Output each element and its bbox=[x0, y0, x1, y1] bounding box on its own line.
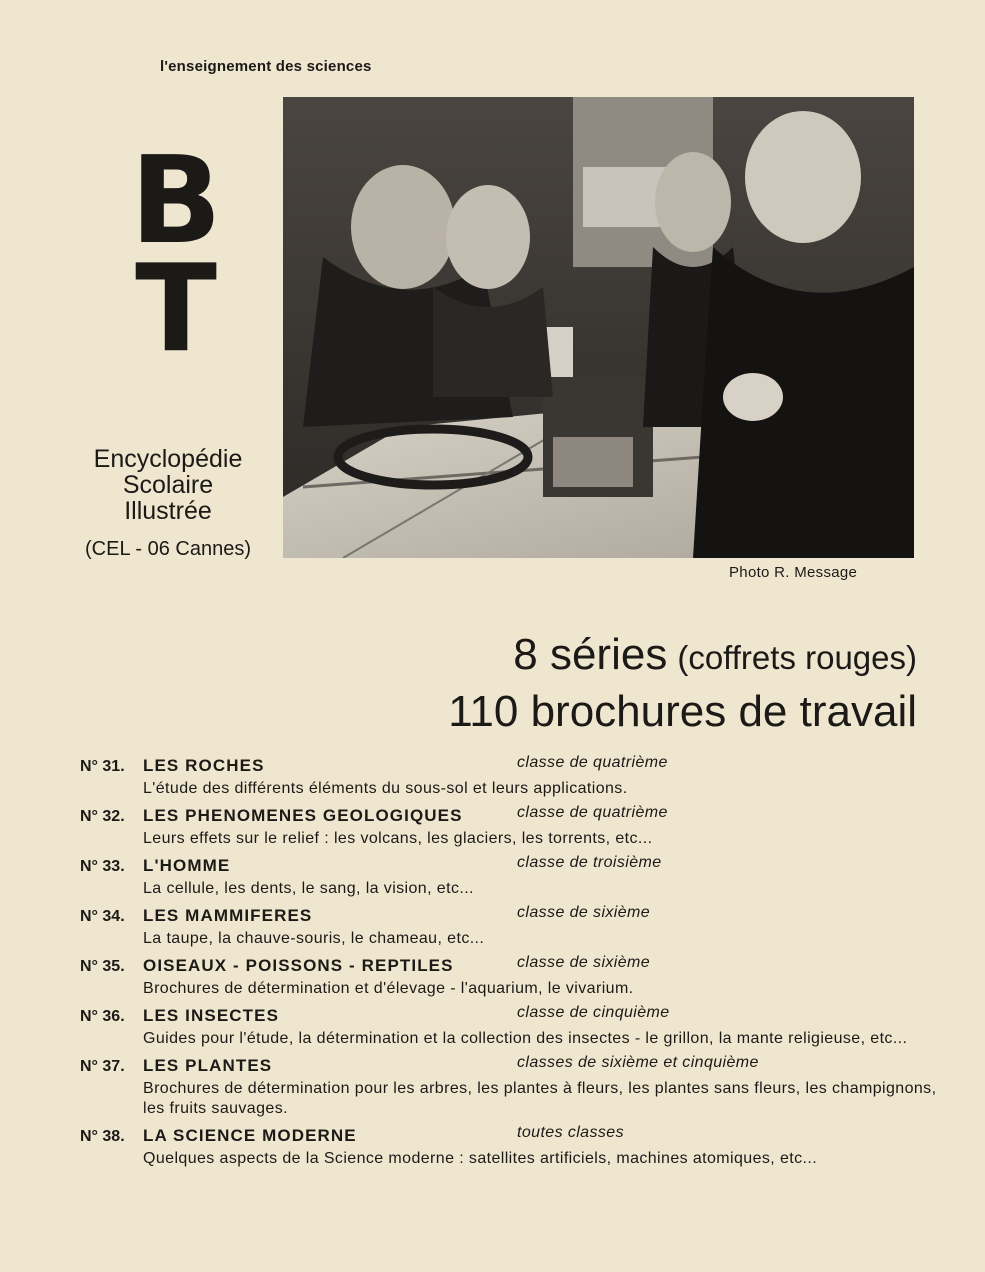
series-item-head bbox=[80, 906, 960, 929]
series-title: L'HOMME bbox=[143, 856, 231, 875]
series-description: L'étude des différents éléments du sous-sol et leurs applications. bbox=[143, 780, 628, 797]
series-title: LA SCIENCE MODERNE bbox=[143, 1126, 357, 1145]
series-number: N° 32. bbox=[80, 808, 125, 825]
series-item bbox=[80, 956, 960, 999]
series-list bbox=[80, 756, 960, 1176]
series-item bbox=[80, 756, 960, 799]
encyclopedia-line-1: Encyclopédie bbox=[93, 445, 243, 473]
series-title: LES INSECTES bbox=[143, 1006, 280, 1025]
series-item bbox=[80, 906, 960, 949]
logo-letter-b: B bbox=[130, 132, 218, 271]
series-item bbox=[80, 1126, 960, 1169]
series-title: LES MAMMIFERES bbox=[143, 906, 313, 925]
series-number: N° 31. bbox=[80, 758, 125, 775]
series-level: classe de troisième bbox=[517, 854, 662, 871]
section-kicker: l'enseignement des sciences bbox=[160, 58, 372, 75]
series-description: Quelques aspects de la Science moderne : satellites artificiels, machines atomiques, etc... bbox=[143, 1150, 818, 1167]
headline bbox=[448, 628, 917, 739]
series-item bbox=[80, 1006, 960, 1049]
series-description: La cellule, les dents, le sang, la vision, etc... bbox=[143, 880, 474, 897]
headline-boxes: (coffrets rouges) bbox=[677, 639, 917, 676]
encyclopedia-line-3: Illustrée bbox=[124, 497, 212, 525]
series-number: N° 33. bbox=[80, 858, 125, 875]
classroom-photo bbox=[283, 97, 914, 558]
photo-credit: Photo R. Message bbox=[729, 564, 858, 581]
series-number: N° 37. bbox=[80, 1058, 125, 1075]
headline-line-1 bbox=[448, 628, 917, 685]
series-level: classe de cinquième bbox=[517, 1004, 670, 1021]
series-number: N° 36. bbox=[80, 1008, 125, 1025]
series-item-head bbox=[80, 856, 960, 879]
headline-line-2: 110 brochures de travail bbox=[448, 687, 917, 736]
series-description: Leurs effets sur le relief : les volcans, les glaciers, les torrents, etc... bbox=[143, 830, 653, 847]
series-item-head bbox=[80, 806, 960, 829]
series-level: classe de quatrième bbox=[517, 804, 668, 821]
series-description: Brochures de détermination pour les arbres, les plantes à fleurs, les plantes sans fleurs, les champignons, les fruits sauvages. bbox=[143, 1080, 937, 1117]
encyclopedia-block bbox=[58, 446, 278, 562]
series-item-head bbox=[80, 1056, 960, 1079]
series-number: N° 34. bbox=[80, 908, 125, 925]
series-item-head bbox=[80, 756, 960, 779]
series-item bbox=[80, 806, 960, 849]
series-title: LES PLANTES bbox=[143, 1056, 273, 1075]
series-title: LES PHENOMENES GEOLOGIQUES bbox=[143, 806, 463, 825]
logo-letter-t: T bbox=[135, 240, 213, 379]
series-description: Guides pour l'étude, la détermination et la collection des insectes - le grillon, la mante religieuse, etc... bbox=[143, 1030, 908, 1047]
series-title: OISEAUX - POISSONS - REPTILES bbox=[143, 956, 454, 975]
classroom-photo-illustration bbox=[283, 97, 914, 558]
series-title: LES ROCHES bbox=[143, 756, 265, 775]
series-item-head bbox=[80, 956, 960, 979]
series-item-head bbox=[80, 1006, 960, 1029]
series-level: classe de sixième bbox=[517, 954, 651, 971]
bt-logo bbox=[124, 132, 224, 379]
series-level: classe de quatrième bbox=[517, 754, 668, 771]
series-number: N° 35. bbox=[80, 958, 125, 975]
series-level: classe de sixième bbox=[517, 904, 651, 921]
series-level: classes de sixième et cinquième bbox=[517, 1054, 759, 1071]
encyclopedia-line-2: Scolaire bbox=[122, 471, 214, 499]
series-description: Brochures de détermination et d'élevage - l'aquarium, le vivarium. bbox=[143, 980, 634, 997]
headline-series-count: 8 séries bbox=[513, 630, 668, 679]
series-number: N° 38. bbox=[80, 1128, 125, 1145]
series-description: La taupe, la chauve-souris, le chameau, etc... bbox=[143, 930, 485, 947]
publisher-line: (CEL - 06 Cannes) bbox=[85, 538, 251, 560]
series-level: toutes classes bbox=[517, 1124, 624, 1141]
series-item-head bbox=[80, 1126, 960, 1149]
series-item bbox=[80, 1056, 960, 1119]
series-item bbox=[80, 856, 960, 899]
